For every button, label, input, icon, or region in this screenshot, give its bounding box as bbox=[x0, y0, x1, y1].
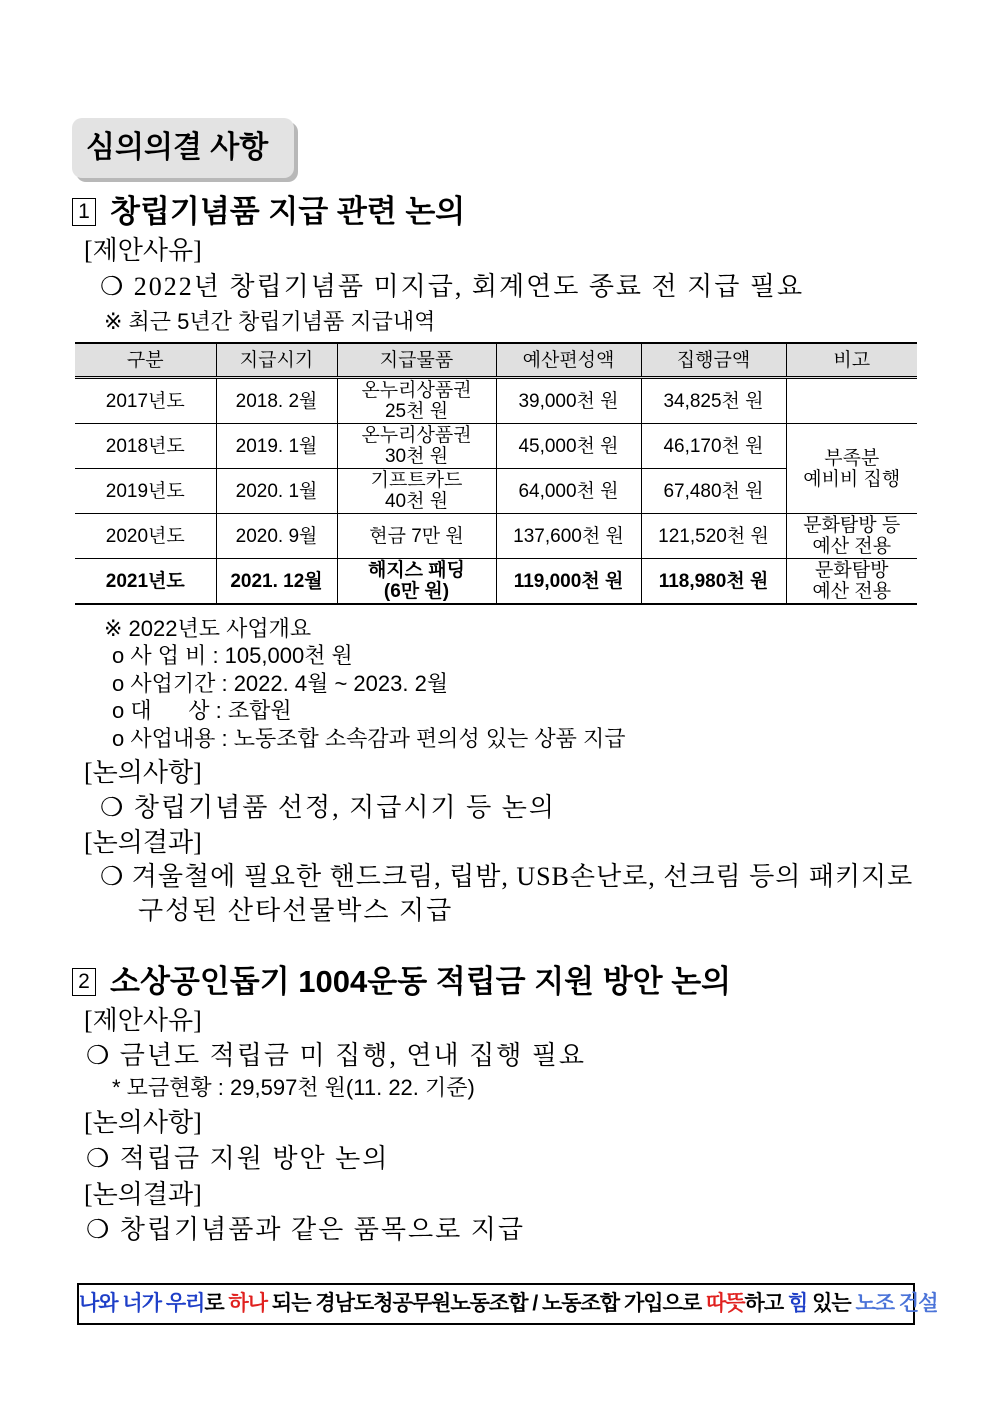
table-cell: 137,600천 원 bbox=[496, 514, 641, 559]
section1-proposal-label: [제안사유] bbox=[84, 236, 202, 265]
slogan-segment: 하고 bbox=[744, 1292, 788, 1315]
section2-heading-text: 소상공인돕기 1004운동 적립금 지원 방안 논의 bbox=[110, 964, 732, 999]
section1-discussion-label: [논의사항] bbox=[84, 758, 202, 787]
slogan-segment: 나와 너가 우리 bbox=[79, 1292, 205, 1315]
section1-discussion-bullet: ❍ 창립기념품 선정, 지급시기 등 논의 bbox=[100, 793, 556, 822]
footer-slogan bbox=[77, 1283, 938, 1325]
table-header: 지급물품 bbox=[337, 343, 496, 378]
slogan-segment: 하나 bbox=[228, 1292, 268, 1315]
section1-result-bullet: ❍ 겨울철에 필요한 핸드크림, 립밤, USB손난로, 선크림 등의 패키지로 bbox=[100, 862, 914, 891]
section2-proposal-sub: * 모금현황 : 29,597천 원(11. 22. 기준) bbox=[112, 1075, 475, 1100]
table-cell: 45,000천 원 bbox=[496, 424, 641, 469]
table-row bbox=[75, 514, 917, 559]
table-header: 지급시기 bbox=[216, 343, 337, 378]
table-cell: 64,000천 원 bbox=[496, 469, 641, 514]
table-cell: 118,980천 원 bbox=[641, 559, 786, 605]
table-cell: 문화탐방 예산 전용 bbox=[786, 559, 917, 605]
section2-number: 2 bbox=[72, 968, 96, 996]
table-cell: 해지스 패딩 (6만 원) bbox=[337, 559, 496, 605]
table-cell: 2020. 9월 bbox=[216, 514, 337, 559]
table-cell: 2020년도 bbox=[75, 514, 216, 559]
page-title: 심의의결 사항 bbox=[72, 118, 294, 178]
slogan-segment: 로 bbox=[204, 1292, 229, 1315]
table-cell: 2021년도 bbox=[75, 559, 216, 605]
table-cell: 119,000천 원 bbox=[496, 559, 641, 605]
table-cell: 2017년도 bbox=[75, 378, 216, 424]
section1-result-bullet-cont: 구성된 산타선물박스 지급 bbox=[138, 896, 454, 925]
plan-item: o 사업내용 : 노동조합 소속감과 편의성 있는 상품 지급 bbox=[112, 726, 626, 751]
table-cell: 2018. 2월 bbox=[216, 378, 337, 424]
table-cell: 2020. 1월 bbox=[216, 469, 337, 514]
section1-result-label: [논의결과] bbox=[84, 828, 202, 857]
table-cell: 2019년도 bbox=[75, 469, 216, 514]
section2-discussion-label: [논의사항] bbox=[84, 1108, 202, 1137]
table-cell: 문화탐방 등 예산 전용 bbox=[786, 514, 917, 559]
plan-item: o 대 상 : 조합원 bbox=[112, 698, 292, 723]
section2-discussion-bullet: ❍ 적립금 지원 방안 논의 bbox=[86, 1144, 390, 1173]
table-cell bbox=[786, 378, 917, 424]
table-header-row bbox=[75, 343, 917, 378]
table-row bbox=[75, 559, 917, 605]
table-cell: 67,480천 원 bbox=[641, 469, 786, 514]
section2-proposal-label: [제안사유] bbox=[84, 1006, 202, 1035]
table-cell: 2019. 1월 bbox=[216, 424, 337, 469]
table-cell: 온누리상품권 30천 원 bbox=[337, 424, 496, 469]
table-header: 비고 bbox=[786, 343, 917, 378]
slogan-segment: 따뜻 bbox=[705, 1292, 745, 1315]
table-cell: 부족분 예비비 집행 bbox=[786, 424, 917, 514]
plan-item: o 사 업 비 : 105,000천 원 bbox=[112, 643, 353, 668]
section2-result-bullet: ❍ 창립기념품과 같은 품목으로 지급 bbox=[86, 1215, 525, 1244]
section2-result-label: [논의결과] bbox=[84, 1180, 202, 1209]
section1-history-note: ※ 최근 5년간 창립기념품 지급내역 bbox=[104, 309, 436, 334]
table-header: 구분 bbox=[75, 343, 216, 378]
slogan-segment: 있는 bbox=[807, 1292, 856, 1315]
section1-heading bbox=[72, 186, 465, 231]
table-cell: 39,000천 원 bbox=[496, 378, 641, 424]
slogan-segment: 되는 경남도청공무원노동조합 / 노동조합 가입으로 bbox=[267, 1292, 706, 1315]
section2-proposal-bullet: ❍ 금년도 적립금 미 집행, 연내 집행 필요 bbox=[86, 1041, 587, 1070]
section1-number: 1 bbox=[72, 198, 96, 226]
table-cell: 34,825천 원 bbox=[641, 378, 786, 424]
table-header: 집행금액 bbox=[641, 343, 786, 378]
table-cell: 2021. 12월 bbox=[216, 559, 337, 605]
payment-history-table bbox=[75, 342, 917, 605]
slogan-segment: 힘 bbox=[787, 1292, 808, 1315]
table-cell: 현금 7만 원 bbox=[337, 514, 496, 559]
section1-plan-note: ※ 2022년도 사업개요 bbox=[104, 616, 312, 641]
section2-heading bbox=[72, 956, 731, 1001]
table-header: 예산편성액 bbox=[496, 343, 641, 378]
table-cell: 2018년도 bbox=[75, 424, 216, 469]
plan-item: o 사업기간 : 2022. 4월 ~ 2023. 2월 bbox=[112, 671, 449, 696]
table-cell: 121,520천 원 bbox=[641, 514, 786, 559]
table-cell: 온누리상품권 25천 원 bbox=[337, 378, 496, 424]
table-cell: 46,170천 원 bbox=[641, 424, 786, 469]
table-row bbox=[75, 378, 917, 424]
section1-heading-text: 창립기념품 지급 관련 논의 bbox=[110, 194, 466, 229]
table-row bbox=[75, 424, 917, 469]
table-cell: 기프트카드 40천 원 bbox=[337, 469, 496, 514]
slogan-segment: 노조 건설 bbox=[855, 1292, 938, 1315]
section1-proposal-bullet: ❍ 2022년 창립기념품 미지급, 회계연도 종료 전 지급 필요 bbox=[100, 272, 805, 301]
